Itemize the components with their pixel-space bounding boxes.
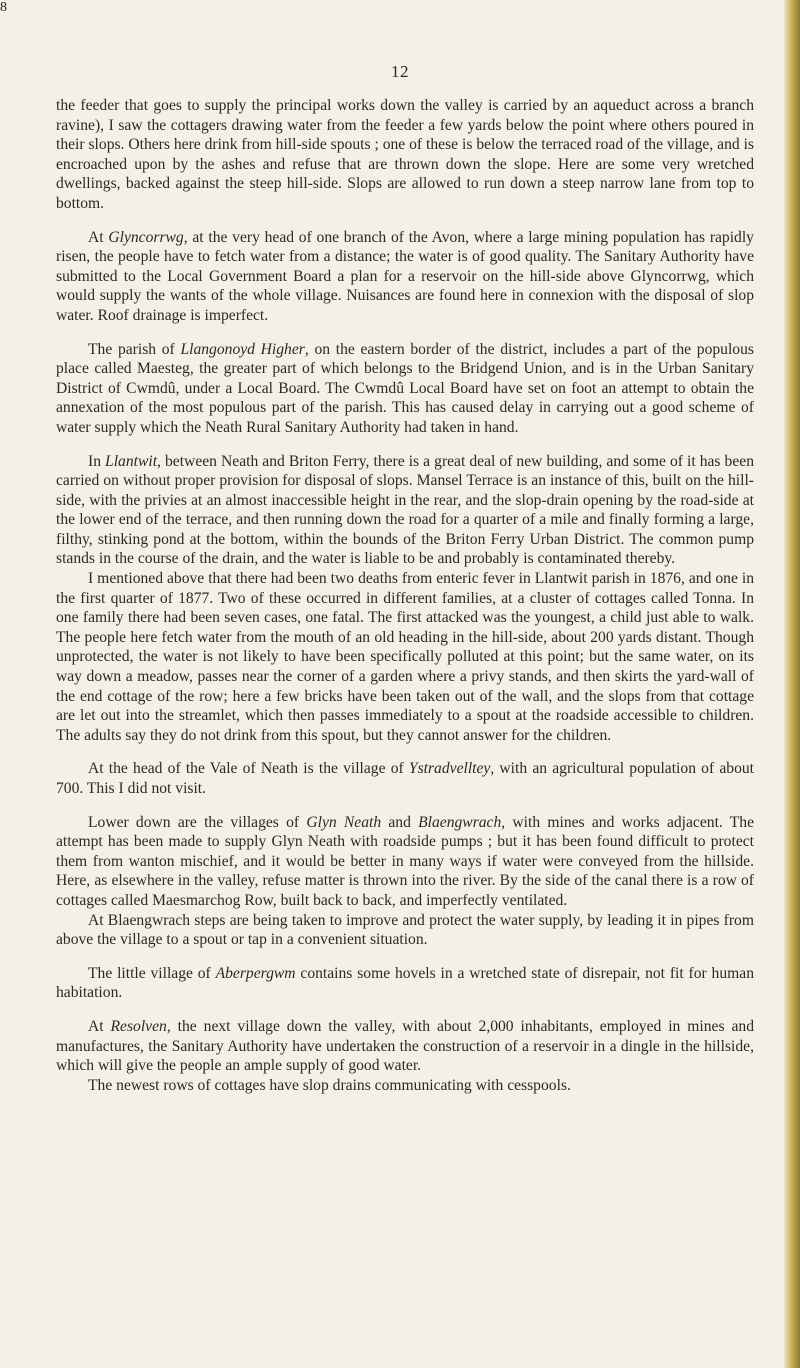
paragraph-body: , with an agricultural population of about 700. This I did not visit. (56, 760, 754, 797)
paragraph-ystradvelltey (56, 759, 754, 798)
paragraph-blaengwrach: At Blaengwrach steps are being taken to improve and protect the water supply, by leading it in pipes from above the village to a spout or tap in a convenient situation. (56, 911, 754, 949)
place-name: Ystradvelltey (408, 760, 491, 778)
paragraph-connector: and (381, 813, 419, 831)
paragraph-lead: At (88, 228, 109, 246)
paragraph-lead: In (88, 452, 106, 470)
place-name: Blaengwrach (418, 813, 502, 831)
paragraph-body: , the next village down the valley, with about 2,000 inhabitants, employed in mines and manufactures, the Sanitary Authority have undertaken the construction of a reservoir in a dingle in the hillside, which will give the people an ample supply of good water. (56, 1017, 754, 1075)
place-name: Llangonoyd Higher (180, 340, 305, 358)
paragraph-resolven (56, 1017, 754, 1076)
place-name: Aberpergwm (215, 964, 296, 982)
paragraph-body: , on the eastern border of the district, includes a part of the populous place called Maesteg, the greater part of which belongs to the Bridgend Union, and is in the Urban Sanitary District of Cwmdû, under a Local Board. The Cwmdû Local Board have set on foot an attempt to obtain the annexation of the most populous part of the parish. This has caused delay in carrying out a good scheme of water supply which the Neath Rural Sanitary Authority had taken in hand. (56, 340, 754, 436)
paragraph-glyncorrwg (56, 228, 754, 326)
page-number: 12 (391, 62, 409, 81)
place-name: Resolven (110, 1017, 167, 1035)
page-edge (784, 0, 800, 1368)
paragraph-llangonoyd (56, 340, 754, 438)
paragraph-lead: At the head of the Vale of Neath is the village of (88, 760, 409, 778)
paragraph-glyn-neath (56, 813, 754, 911)
paragraph-lead: Lower down are the villages of (88, 813, 307, 831)
place-name: Glyn Neath (306, 813, 382, 831)
paragraph-enteric-fever: I mentioned above that there had been two deaths from enteric fever in Llantwit parish in 1876, and one in the first quarter of 1877. Two of these occurred in different families, at a cluster of cottages called Tonna. In one family there had been seven cases, one fatal. The first attacked was the youngest, a child just able to walk. The people here fetch water from the mouth of an old heading in the hill-side, about 200 yards distant. Though unprotected, the water is not likely to have been specifically polluted at this point; but the same water, on its way down a meadow, passes near the corner of a garden where a privy stands, and then skirts the yard-wall of the end cottage of the row; here a few bricks have been taken out of the wall, and the slops from that cottage are let out into the streamlet, which then passes immediately to a spout at the roadside accessible to children. The adults say they do not drink from this spout, but they cannot answer for the children. (56, 570, 754, 744)
paragraph-lead: The little village of (88, 964, 216, 982)
corner-page-mark: 8 (0, 0, 7, 15)
paragraph-body: contains some hovels in a wretched state of disrepair, not fit for human habitation. (56, 964, 754, 1002)
body-text (56, 96, 754, 1095)
paragraph-llantwit (56, 452, 754, 570)
paragraph-aberpergwm (56, 964, 754, 1003)
paragraph-feeder: the feeder that goes to supply the principal works down the valley is carried by an aqueduct across a branch ravine), I saw the cottagers drawing water from the feeder a few yards below the point where others poured in their slops. Others here drink from hill-side spouts ; one of these is below the terraced road of the village, and is encroached upon by the ashes and refuse that are thrown down the slope. Here are some very wretched dwellings, backed against the steep hill-side. Slops are allowed to run down a steep narrow lane from top to bottom. (56, 97, 754, 212)
paragraph-body: , at the very head of one branch of the Avon, where a large mining population has rapidly risen, the people have to fetch water from a distance; the water is of good quality. The Sanitary Authority have submitted to the Local Government Board a plan for a reservoir on the hill-side above Glyncorrwg, which would supply the wants of the whole village. Nuisances are found here in connexion with the disposal of slop water. Roof drainage is imperfect. (56, 228, 754, 324)
place-name: Glyncorrwg (108, 228, 184, 246)
paragraph-lead: At (88, 1017, 111, 1035)
paragraph-lead: The parish of (88, 340, 181, 358)
paragraph-cesspools: The newest rows of cottages have slop drains communicating with cesspools. (88, 1076, 571, 1094)
paragraph-body: , with mines and works adjacent. The attempt has been made to supply Glyn Neath with roadside pumps ; but it has been found difficult to protect them from wanton mischief, and it would be better in many ways if water were conveyed from the hillside. Here, as elsewhere in the valley, refuse matter is thrown into the river. By the side of the canal there is a row of cottages called Maesmarchog Row, built back to back, and imperfectly ventilated. (56, 813, 754, 909)
paragraph-body: , between Neath and Briton Ferry, there is a great deal of new building, and some of it has been carried on without proper provision for disposal of slops. Mansel Terrace is an instance of this, built on the hill-side, with the privies at an almost inaccessible height in the rear, and the slop-drain opening by the road-side at the lower end of the terrace, and then running down the road for a quarter of a mile and finally forming a large, filthy, stinking pond at the bottom, within the bounds of the Briton Ferry Urban District. The common pump stands in the course of the drain, and the water is liable to be and probably is contaminated thereby. (56, 452, 754, 568)
place-name: Llantwit (105, 452, 158, 470)
